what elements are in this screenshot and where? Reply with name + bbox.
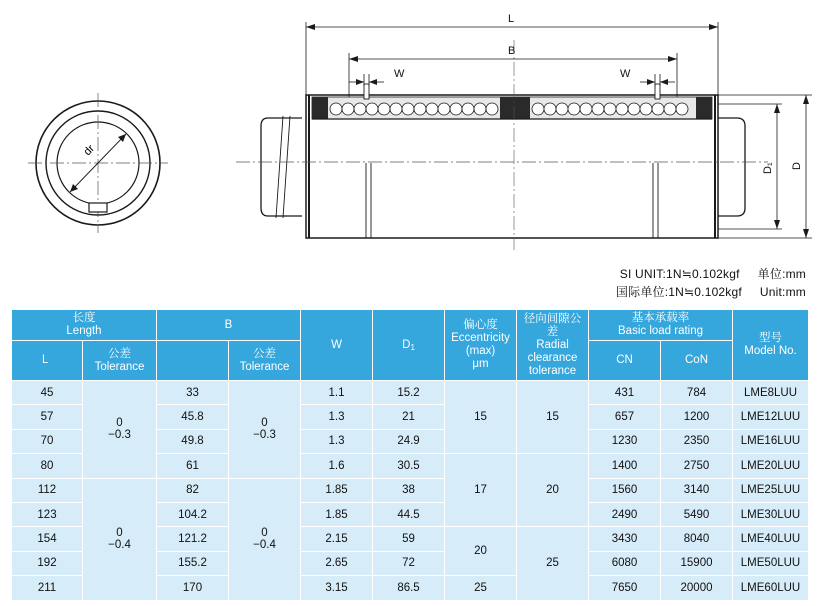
cell-model: LME8LUU: [733, 381, 809, 405]
cell-D1: 72: [373, 551, 445, 575]
cell-CN: 1560: [589, 478, 661, 502]
cell-radial-clearance: 20: [517, 454, 589, 527]
cell-B: 49.8: [157, 429, 229, 453]
dim-D1-label: D₁: [762, 162, 774, 174]
cell-B-tolerance: 0 −0.4: [229, 478, 301, 600]
cell-B: 61: [157, 454, 229, 478]
header-load-rating: 基本承载率 Basic load rating: [589, 310, 733, 341]
cell-D1: 30.5: [373, 454, 445, 478]
cell-CN: 7650: [589, 576, 661, 600]
cell-CN: 431: [589, 381, 661, 405]
cell-L-tolerance: 0 −0.3: [83, 381, 157, 479]
cell-CN: 6080: [589, 551, 661, 575]
header-eccentricity: 偏心度 Eccentricity (max) μm: [445, 310, 517, 381]
cell-radial-clearance: 15: [517, 381, 589, 454]
cell-B: 33: [157, 381, 229, 405]
header-W: W: [301, 310, 373, 381]
cell-D1: 21: [373, 405, 445, 429]
cell-CN: 657: [589, 405, 661, 429]
cell-CoN: 3140: [661, 478, 733, 502]
cell-eccentricity: 17: [445, 454, 517, 527]
cell-radial-clearance: 25: [517, 527, 589, 600]
cell-W: 1.6: [301, 454, 373, 478]
si-unit-line: [620, 265, 806, 282]
si-unit-value: 0.102kgf: [692, 267, 740, 281]
cell-L: 123: [12, 502, 83, 526]
header-length: 长度 Length: [12, 310, 157, 341]
cell-CoN: 1200: [661, 405, 733, 429]
side-view: [236, 40, 768, 250]
cell-B: 121.2: [157, 527, 229, 551]
dim-W-left-label: W: [394, 68, 405, 80]
cell-model: LME30LUU: [733, 502, 809, 526]
cell-CoN: 2350: [661, 429, 733, 453]
cell-model: LME12LUU: [733, 405, 809, 429]
cell-B: 45.8: [157, 405, 229, 429]
cell-D1: 59: [373, 527, 445, 551]
cn-unit-prefix: 国际单位:1N: [615, 285, 684, 299]
cell-W: 1.3: [301, 405, 373, 429]
cell-W: 1.3: [301, 429, 373, 453]
dim-dr-label: dr: [81, 142, 97, 159]
technical-drawing: [0, 0, 820, 300]
header-radial-clearance: 径向间隙公差 Radial clearance tolerance: [517, 310, 589, 381]
cell-D1: 44.5: [373, 502, 445, 526]
cn-unit-label: Unit:mm: [759, 285, 806, 299]
cell-eccentricity: 25: [445, 576, 517, 600]
cell-CN: 1400: [589, 454, 661, 478]
cell-L: 45: [12, 381, 83, 405]
cell-model: LME60LUU: [733, 576, 809, 600]
cell-CoN: 784: [661, 381, 733, 405]
cell-W: 1.85: [301, 502, 373, 526]
dim-B-label: B: [508, 45, 516, 57]
si-unit-prefix: SI UNIT:1N: [619, 267, 682, 281]
cell-L: 112: [12, 478, 83, 502]
cell-W: 1.1: [301, 381, 373, 405]
approx-symbol: ≒: [684, 285, 695, 299]
dim-W-right-label: W: [620, 68, 631, 80]
cell-L: 154: [12, 527, 83, 551]
cell-D1: 86.5: [373, 576, 445, 600]
cell-B: 170: [157, 576, 229, 600]
cell-CoN: 5490: [661, 502, 733, 526]
cell-L: 211: [12, 576, 83, 600]
cell-model: LME16LUU: [733, 429, 809, 453]
header-CoN: CoN: [661, 341, 733, 381]
cell-eccentricity: 15: [445, 381, 517, 454]
cell-L-tolerance: 0 −0.4: [83, 478, 157, 600]
cell-CN: 3430: [589, 527, 661, 551]
header-B-tolerance: 公差 Tolerance: [229, 341, 301, 381]
header-CN: CN: [589, 341, 661, 381]
cell-eccentricity: 20: [445, 527, 517, 576]
cell-model: LME50LUU: [733, 551, 809, 575]
cell-W: 2.15: [301, 527, 373, 551]
cell-D1: 38: [373, 478, 445, 502]
cell-L: 70: [12, 429, 83, 453]
si-unit-label: 单位:mm: [757, 267, 806, 281]
approx-symbol: ≒: [681, 267, 693, 281]
cell-model: LME25LUU: [733, 478, 809, 502]
cell-B: 155.2: [157, 551, 229, 575]
cell-CoN: 8040: [661, 527, 733, 551]
header-B-value: [157, 341, 229, 381]
cell-D1: 24.9: [373, 429, 445, 453]
cell-W: 1.85: [301, 478, 373, 502]
table-row: [12, 381, 809, 405]
cell-B-tolerance: 0 −0.3: [229, 381, 301, 479]
table-row: [12, 478, 809, 502]
cn-unit-line: [616, 283, 806, 300]
cell-model: LME40LUU: [733, 527, 809, 551]
header-model: 型号 Model No.: [733, 310, 809, 381]
header-D1: D1: [373, 310, 445, 381]
cell-CN: 2490: [589, 502, 661, 526]
end-view: [28, 93, 168, 233]
cell-L: 80: [12, 454, 83, 478]
cell-CoN: 20000: [661, 576, 733, 600]
cn-unit-value: 0.102kgf: [694, 285, 742, 299]
header-B: B: [157, 310, 301, 341]
cell-model: LME20LUU: [733, 454, 809, 478]
cell-B: 82: [157, 478, 229, 502]
cell-W: 3.15: [301, 576, 373, 600]
cell-D1: 15.2: [373, 381, 445, 405]
cell-W: 2.65: [301, 551, 373, 575]
cell-L: 192: [12, 551, 83, 575]
cell-CN: 1230: [589, 429, 661, 453]
cell-B: 104.2: [157, 502, 229, 526]
cell-CoN: 15900: [661, 551, 733, 575]
dim-D-label: D: [791, 162, 803, 170]
header-L-tolerance: 公差 Tolerance: [83, 341, 157, 381]
cell-L: 57: [12, 405, 83, 429]
cell-CoN: 2750: [661, 454, 733, 478]
spec-table: [11, 309, 809, 601]
header-L: L: [12, 341, 83, 381]
dim-L-label: L: [508, 13, 515, 25]
